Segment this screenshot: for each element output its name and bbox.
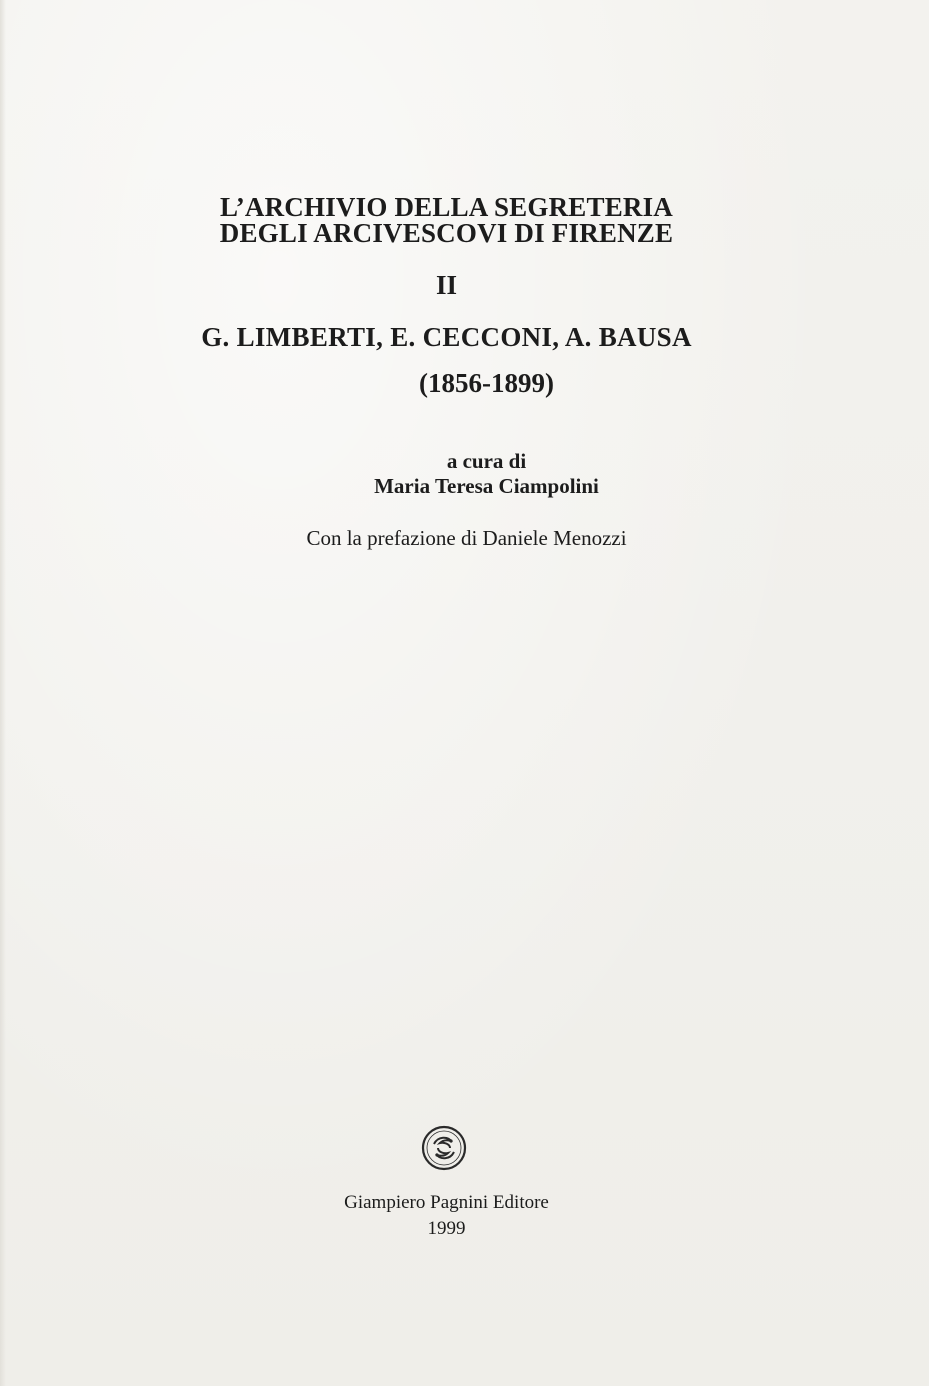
editor-label: a cura di <box>446 449 527 473</box>
publisher-name: Giampiero Pagnini Editore <box>344 1192 549 1213</box>
volume-number: II <box>435 270 457 300</box>
title-line-2: DEGLI ARCIVESCOVI DI FIRENZE <box>219 218 674 248</box>
title-line-1: L’ARCHIVIO DELLA SEGRETERIA <box>219 192 674 222</box>
publication-year: 1999 <box>427 1218 466 1239</box>
editor-name: Maria Teresa Ciampolini <box>374 474 599 498</box>
publisher-logo-icon <box>420 1124 468 1172</box>
subtitle-years: (1856-1899) <box>419 368 554 398</box>
subtitle-authors: G. LIMBERTI, E. CECCONI, A. BAUSA <box>201 322 692 352</box>
preface-credit: Con la prefazione di Daniele Menozzi <box>306 526 627 550</box>
